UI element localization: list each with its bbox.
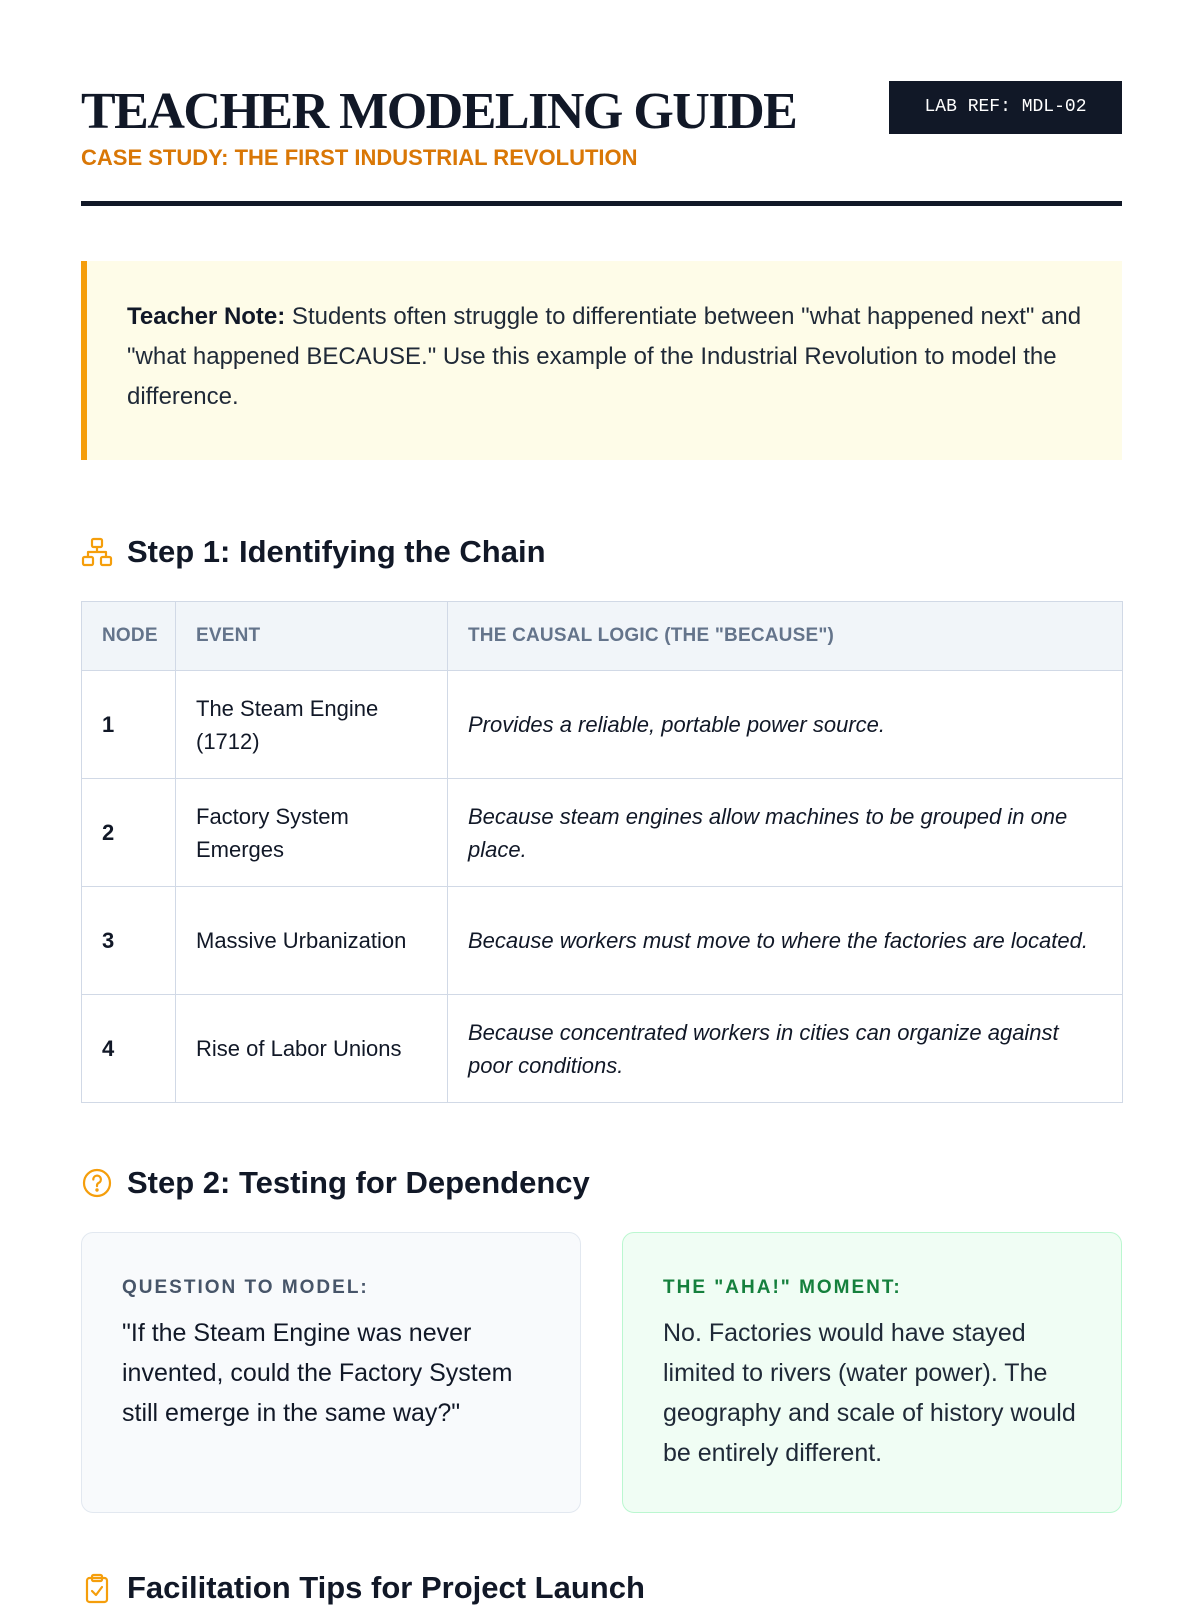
- step1-heading: [81, 532, 546, 572]
- column-header-event: EVENT: [176, 602, 448, 671]
- aha-text: No. Factories would have stayed limited to rivers (water power). The geography and scale of history would be entirely different.: [663, 1319, 1076, 1467]
- logic-cell: Provides a reliable, portable power source.: [448, 671, 1123, 779]
- step3-heading: [81, 1568, 645, 1608]
- event-cell: Rise of Labor Unions: [176, 995, 448, 1103]
- logic-cell: Because workers must move to where the factories are located.: [448, 887, 1123, 995]
- column-header-node: NODE: [82, 602, 176, 671]
- logic-cell: Because steam engines allow machines to be grouped in one place.: [448, 779, 1123, 887]
- table-row: [82, 779, 1123, 887]
- node-cell: 3: [82, 887, 176, 995]
- column-header-logic: THE CAUSAL LOGIC (THE "BECAUSE"): [448, 602, 1123, 671]
- step3-title: Facilitation Tips for Project Launch: [127, 1570, 645, 1605]
- clipboard-check-icon: [81, 1572, 113, 1604]
- header-divider: [81, 201, 1122, 206]
- step2-heading: [81, 1163, 590, 1203]
- table-header-row: [82, 602, 1123, 671]
- teacher-note-text: [127, 297, 1082, 417]
- question-card: [81, 1232, 581, 1513]
- page: [81, 0, 1122, 1605]
- teacher-note: [81, 261, 1122, 460]
- event-cell: Factory System Emerges: [176, 779, 448, 887]
- teacher-note-label: Teacher Note:: [127, 303, 286, 330]
- node-cell: 2: [82, 779, 176, 887]
- hierarchy-icon: [81, 536, 113, 568]
- page-title: TEACHER MODELING GUIDE: [81, 83, 797, 140]
- header: [81, 0, 1122, 206]
- page-subtitle: CASE STUDY: THE FIRST INDUSTRIAL REVOLUTION: [81, 145, 638, 170]
- step2-title: Step 2: Testing for Dependency: [127, 1165, 590, 1200]
- logic-cell: Because concentrated workers in cities can organize against poor conditions.: [448, 995, 1123, 1103]
- node-cell: 4: [82, 995, 176, 1103]
- event-cell: The Steam Engine (1712): [176, 671, 448, 779]
- question-text: "If the Steam Engine was never invented, could the Factory System still emerge in the same way?": [122, 1319, 513, 1427]
- table-row: [82, 887, 1123, 995]
- event-cell: Massive Urbanization: [176, 887, 448, 995]
- question-circle-icon: [81, 1167, 113, 1199]
- step1-title: Step 1: Identifying the Chain: [127, 534, 546, 569]
- aha-card: [622, 1232, 1122, 1513]
- aha-label: THE "AHA!" MOMENT:: [663, 1277, 902, 1298]
- table-row: [82, 671, 1123, 779]
- teacher-note-body: Students often struggle to differentiate between "what happened next" and "what happened BECAUSE." Use this example of the Industrial Revolution to model the difference.: [127, 303, 1082, 410]
- question-label: QUESTION TO MODEL:: [122, 1277, 369, 1298]
- lab-ref-badge: LAB REF: MDL-02: [889, 81, 1122, 134]
- table-row: [82, 995, 1123, 1103]
- causal-chain-table: [81, 601, 1123, 1103]
- node-cell: 1: [82, 671, 176, 779]
